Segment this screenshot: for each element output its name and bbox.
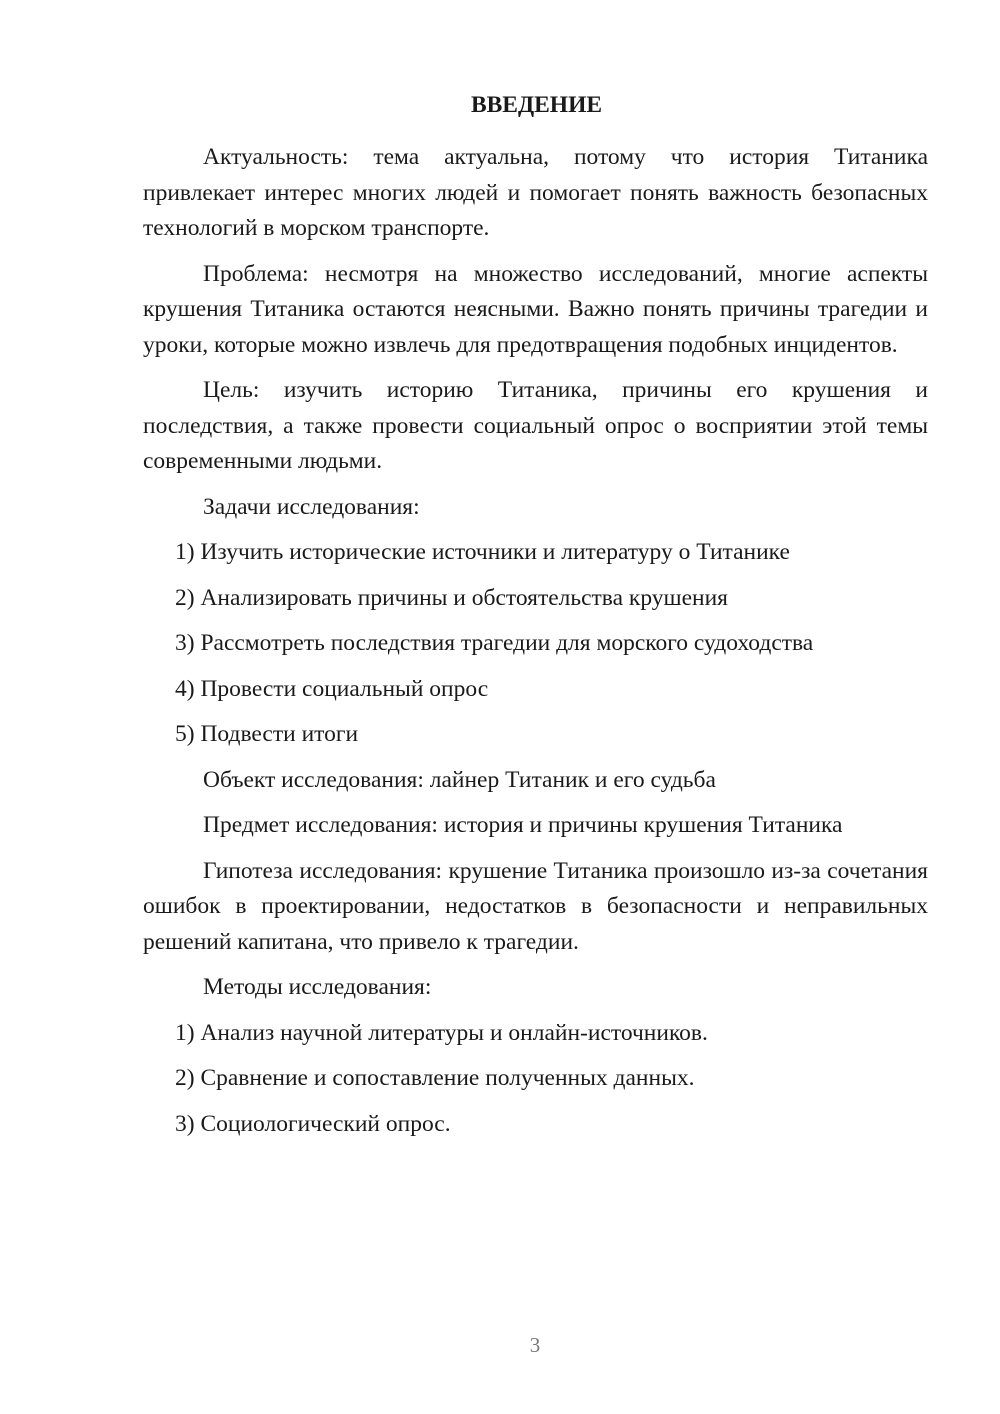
goal-paragraph: Цель: изучить историю Титаника, причины его крушения и последствия, а также провести социальный опрос о восприятии этой темы современными людьми. xyxy=(143,377,928,474)
subject-line: Предмет исследования: история и причины крушения Титаника xyxy=(203,812,843,838)
problem-paragraph: Проблема: несмотря на множество исследований, многие аспекты крушения Титаника остаются неясными. Важно понять причины трагедии и уроки, которые можно извлечь для предотвращения подобных инцидентов. xyxy=(143,260,928,358)
list-item: 3) Рассмотреть последствия трагедии для морского судоходства xyxy=(175,630,814,656)
object-line: Объект исследования: лайнер Титаник и его судьба xyxy=(203,766,716,793)
list-item: 4) Провести социальный опрос xyxy=(175,675,489,702)
list-item: 1) Анализ научной литературы и онлайн-источников. xyxy=(175,1019,708,1046)
hypothesis-paragraph: Гипотеза исследования: крушение Титаника произошло из-за сочетания ошибок в проектировании, недостатков в безопасности и неправильных решений капитана, что привело к трагедии. xyxy=(143,857,928,955)
methods-list xyxy=(143,1016,928,1142)
list-item: 2) Сравнение и сопоставление полученных данных. xyxy=(175,1065,695,1091)
list-item: 5) Подвести итоги xyxy=(175,721,359,747)
methods-heading: Методы исследования: xyxy=(203,974,432,1000)
page-title: ВВЕДЕНИЕ xyxy=(470,92,603,118)
tasks-heading: Задачи исследования: xyxy=(203,493,420,520)
tasks-list xyxy=(143,535,928,752)
list-item: 1) Изучить исторические источники и литературу о Титанике xyxy=(175,539,790,565)
page-number: 3 xyxy=(529,1333,541,1357)
document-page xyxy=(143,92,928,1152)
list-item: 2) Анализировать причины и обстоятельства крушения xyxy=(175,584,728,611)
list-item: 3) Социологический опрос. xyxy=(175,1110,451,1137)
relevance-paragraph: Актуальность: тема актуальна, потому что история Титаника привлекает интерес многих людей и помогает понять важность безопасных технологий в морском транспорте. xyxy=(143,144,928,241)
